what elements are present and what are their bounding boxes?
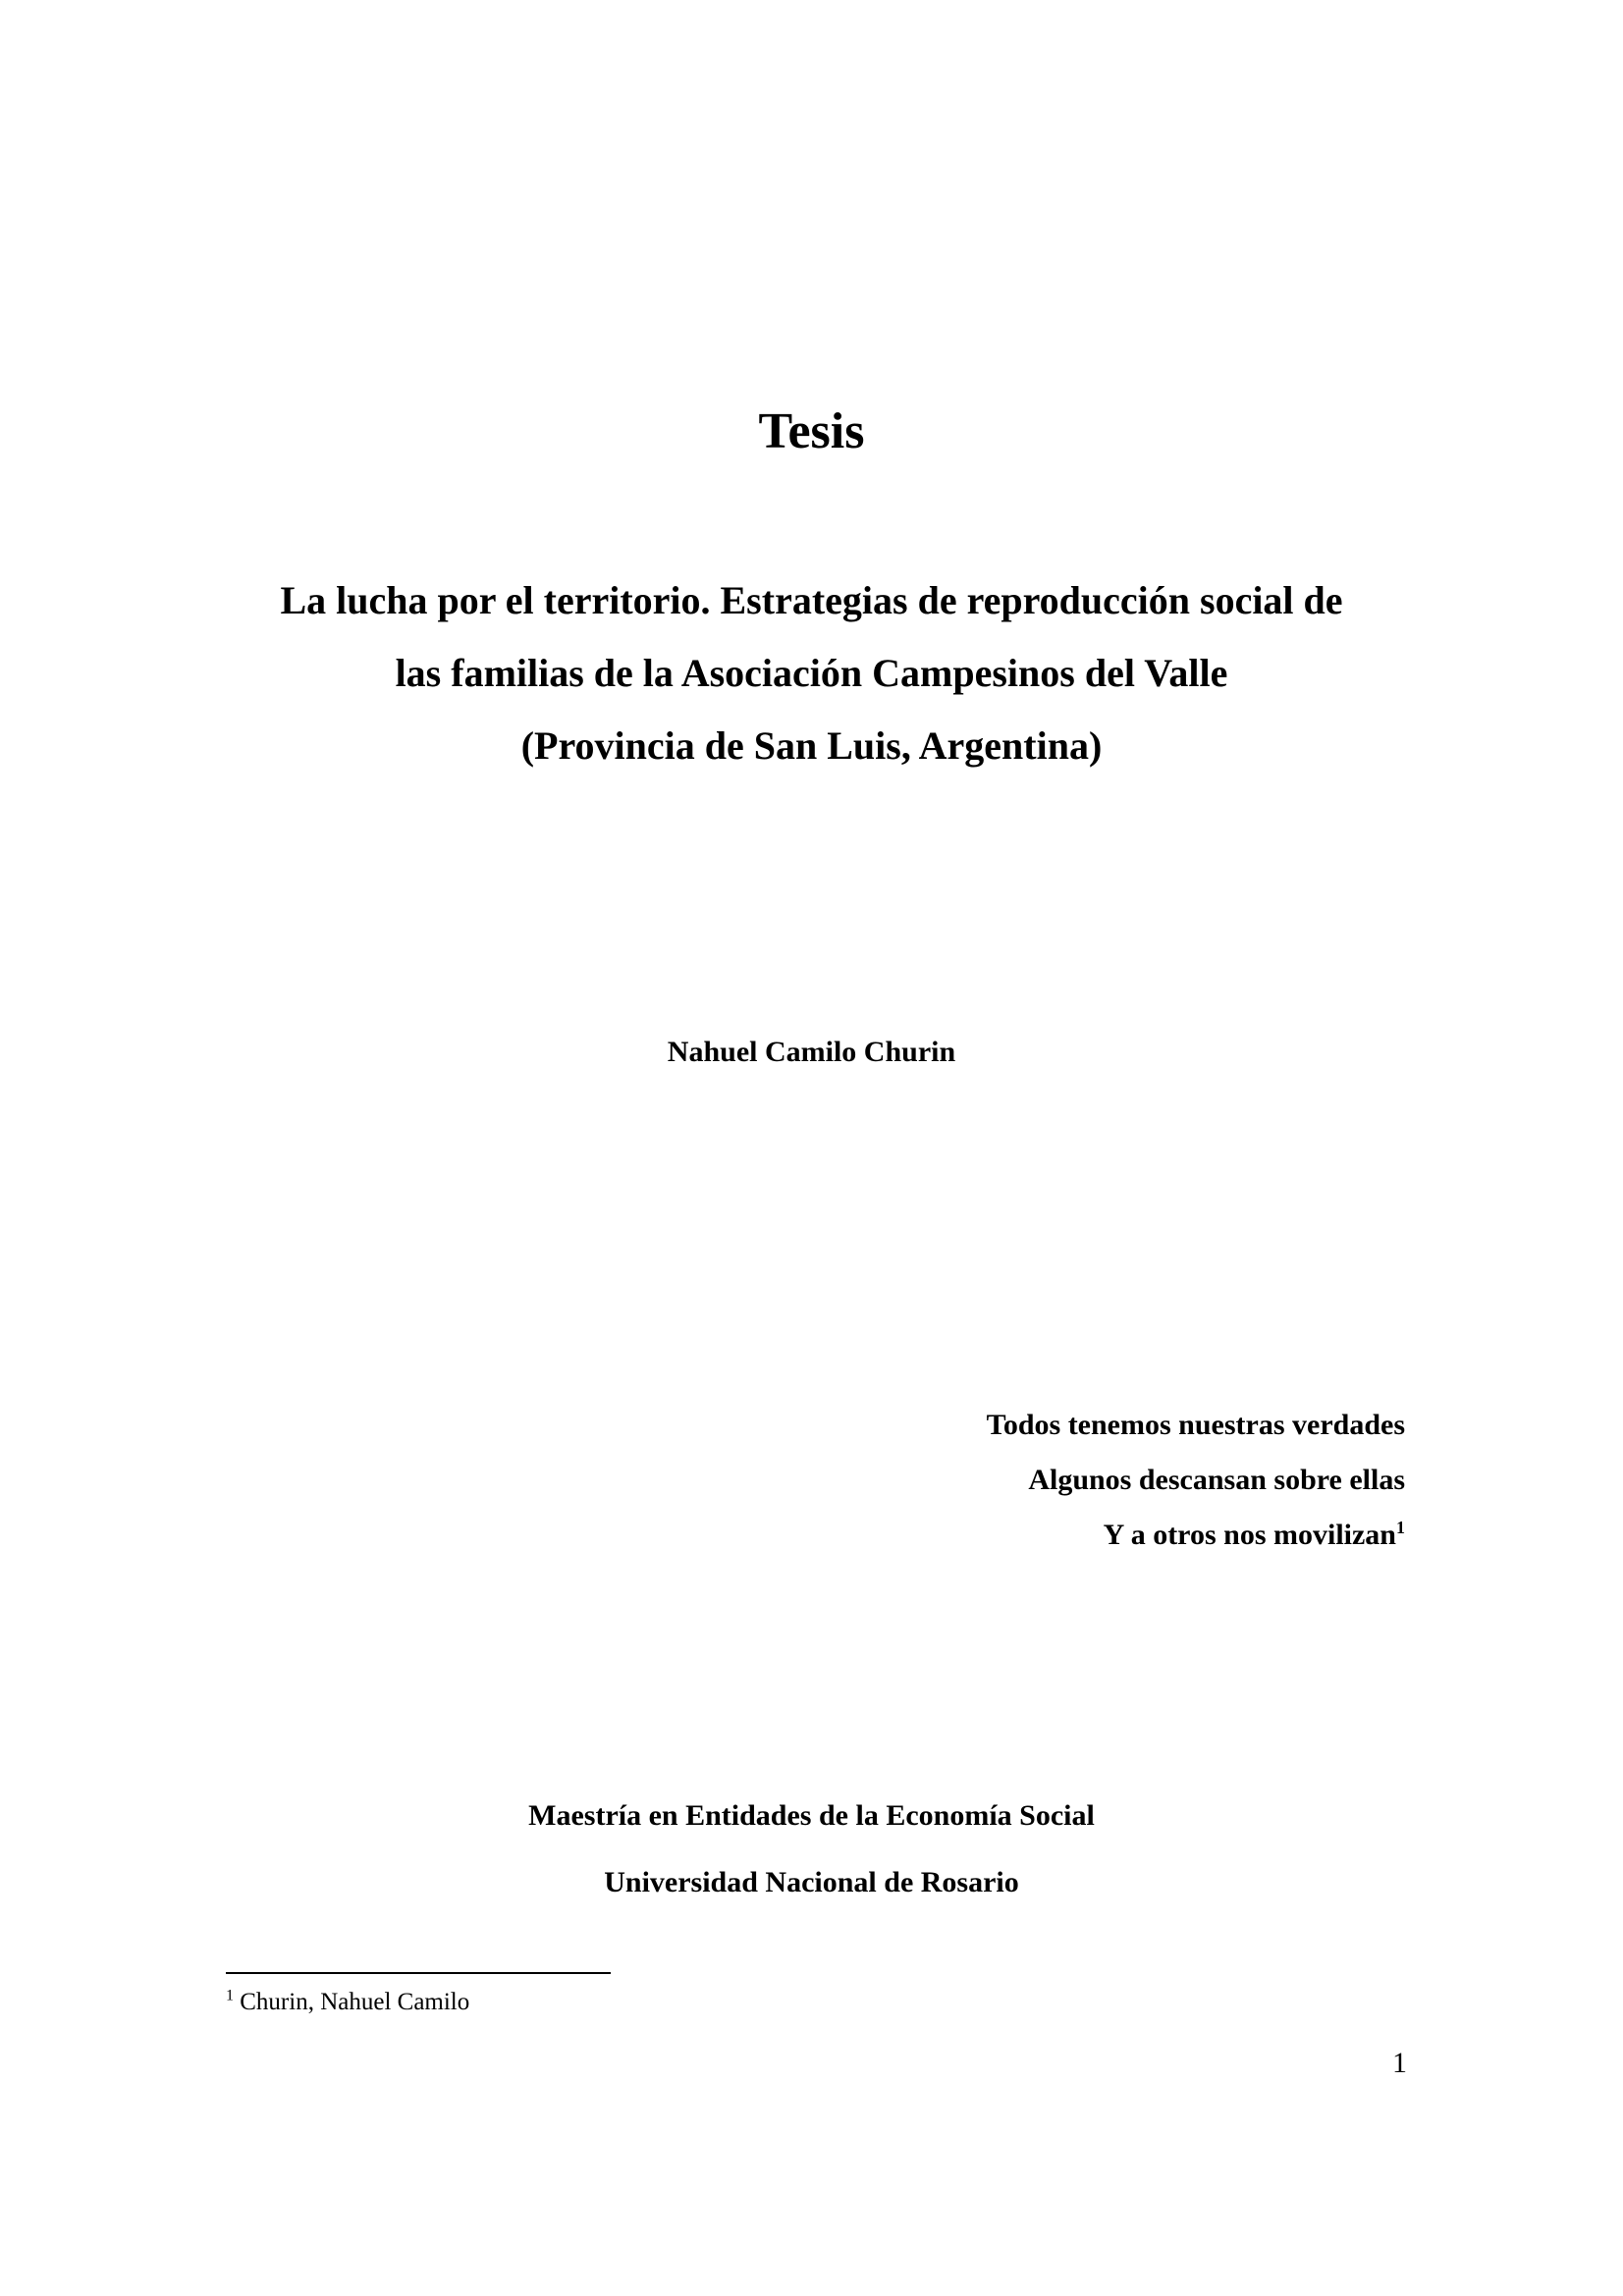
footnote-separator: [226, 1972, 611, 1974]
footnote-reference[interactable]: 1: [1396, 1518, 1405, 1537]
university-name: Universidad Nacional de Rosario: [604, 1866, 1019, 1898]
page-number: 1: [1392, 2047, 1407, 2079]
subtitle-line-2: las familias de la Asociación Campesinos del Valle: [395, 651, 1228, 695]
footnote: [226, 1987, 469, 2018]
document-title: Tesis: [758, 403, 865, 459]
epigraph-line-3-text: Y a otros nos movilizan: [1103, 1519, 1396, 1551]
epigraph: [987, 1398, 1405, 1563]
subtitle-line-3: (Provincia de San Luis, Argentina): [520, 723, 1103, 768]
program-name: Maestría en Entidades de la Economía Social: [528, 1799, 1095, 1832]
subtitle-line-1: La lucha por el territorio. Estrategias de reproducción social de: [280, 578, 1343, 622]
institution-block: [0, 1783, 1623, 1916]
epigraph-line-2: Algunos descansan sobre ellas: [1028, 1464, 1405, 1496]
epigraph-line-3: [987, 1508, 1405, 1563]
author-name: Nahuel Camilo Churin: [667, 1036, 956, 1068]
thesis-subtitle: [196, 564, 1427, 782]
footnote-text: Churin, Nahuel Camilo: [234, 1989, 470, 2015]
footnote-marker: 1: [226, 1987, 234, 2004]
epigraph-line-1: Todos tenemos nuestras verdades: [986, 1409, 1405, 1441]
